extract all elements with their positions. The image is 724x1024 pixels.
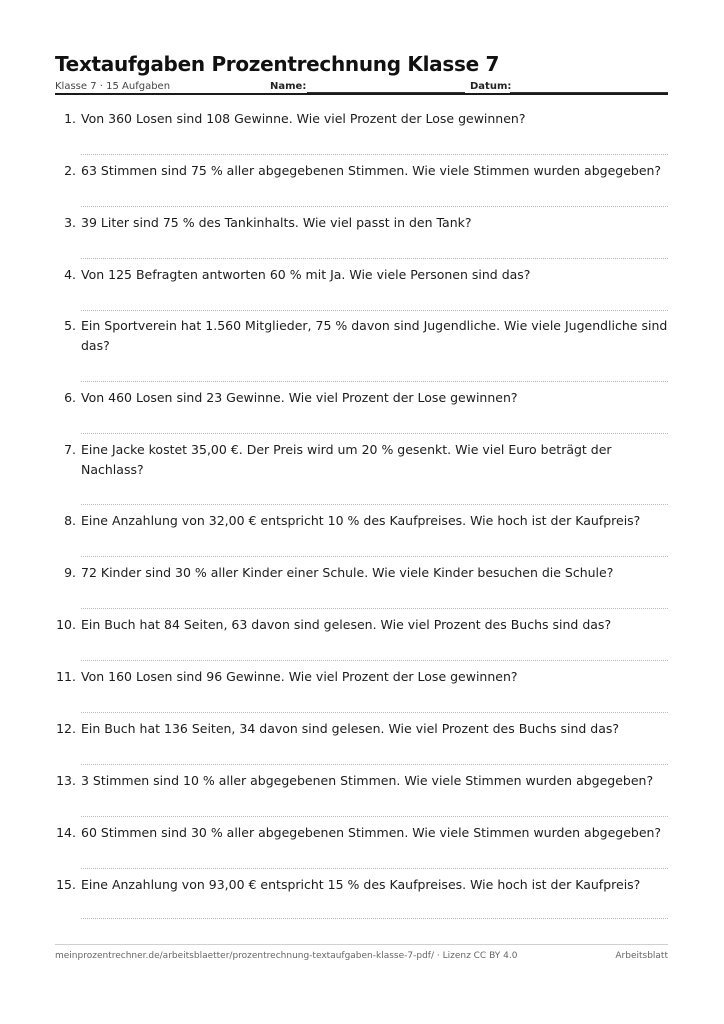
answer-line — [81, 154, 668, 155]
task-question: Ein Buch hat 136 Seiten, 34 davon sind gelesen. Wie viel Prozent des Buchs sind das? — [81, 721, 620, 736]
task-number: 1. — [64, 111, 76, 126]
answer-line — [81, 556, 668, 557]
answer-line — [81, 816, 668, 817]
task-question: Eine Anzahlung von 93,00 € entspricht 15 % des Kaufpreises. Wie hoch ist der Kaufpreis? — [81, 877, 641, 892]
footer-source: meinprozentrechner.de/arbeitsblaetter/prozentrechnung-textaufgaben-klasse-7-pdf/ · Lizenz CC BY 4.0 — [55, 951, 518, 961]
task-question: Von 360 Losen sind 108 Gewinne. Wie viel Prozent der Lose gewinnen? — [81, 111, 526, 126]
page-subtitle: Klasse 7 · 15 Aufgaben — [55, 81, 171, 92]
answer-line — [81, 868, 668, 869]
task-question: Von 460 Losen sind 23 Gewinne. Wie viel Prozent der Lose gewinnen? — [81, 390, 518, 405]
task-number: 4. — [64, 267, 76, 282]
date-label: Datum: — [470, 81, 512, 92]
answer-line — [81, 258, 668, 259]
task-number: 13. — [56, 773, 76, 788]
task-question: Von 160 Losen sind 96 Gewinne. Wie viel Prozent der Lose gewinnen? — [81, 669, 518, 684]
task-number: 2. — [64, 163, 76, 178]
answer-line — [81, 608, 668, 609]
task-question: 3 Stimmen sind 10 % aller abgegebenen Stimmen. Wie viele Stimmen wurden abgegeben? — [81, 773, 654, 788]
answer-line — [81, 918, 668, 919]
name-label: Name: — [270, 81, 307, 92]
task-number: 7. — [64, 442, 76, 457]
header-subrow — [55, 80, 668, 94]
answer-line — [81, 712, 668, 713]
task-number: 12. — [56, 721, 76, 736]
task-number: 9. — [64, 565, 76, 580]
answer-line — [81, 381, 668, 382]
answer-line — [81, 310, 668, 311]
task-question: Eine Jacke kostet 35,00 €. Der Preis wird um 20 % gesenkt. Wie viel Euro beträgt der Nachlass? — [81, 442, 612, 477]
answer-line — [81, 206, 668, 207]
task-question: 63 Stimmen sind 75 % aller abgegebenen Stimmen. Wie viele Stimmen wurden abgegeben? — [81, 163, 662, 178]
header-divider — [55, 93, 668, 95]
task-number: 11. — [56, 669, 76, 684]
footer-label: Arbeitsblatt — [615, 951, 668, 961]
page-title: Textaufgaben Prozentrechnung Klasse 7 — [55, 52, 500, 76]
task-question: 60 Stimmen sind 30 % aller abgegebenen Stimmen. Wie viele Stimmen wurden abgegeben? — [81, 825, 662, 840]
answer-line — [81, 433, 668, 434]
task-number: 6. — [64, 390, 76, 405]
answer-line — [81, 660, 668, 661]
task-question: 72 Kinder sind 30 % aller Kinder einer Schule. Wie viele Kinder besuchen die Schule? — [81, 565, 614, 580]
task-question: Ein Sportverein hat 1.560 Mitglieder, 75 % davon sind Jugendliche. Wie viele Jugendliche sind das? — [81, 318, 668, 353]
task-question: Eine Anzahlung von 32,00 € entspricht 10 % des Kaufpreises. Wie hoch ist der Kaufpreis? — [81, 513, 641, 528]
task-question: 39 Liter sind 75 % des Tankinhalts. Wie viel passt in den Tank? — [81, 215, 472, 230]
answer-line — [81, 764, 668, 765]
task-number: 8. — [64, 513, 76, 528]
task-number: 5. — [64, 318, 76, 333]
task-question: Ein Buch hat 84 Seiten, 63 davon sind gelesen. Wie viel Prozent des Buchs sind das? — [81, 617, 612, 632]
task-number: 3. — [64, 215, 76, 230]
task-number: 14. — [56, 825, 76, 840]
task-question: Von 125 Befragten antworten 60 % mit Ja. Wie viele Personen sind das? — [81, 267, 531, 282]
answer-line — [81, 504, 668, 505]
footer-divider — [55, 944, 668, 945]
task-number: 10. — [56, 617, 76, 632]
task-number: 15. — [56, 877, 76, 892]
